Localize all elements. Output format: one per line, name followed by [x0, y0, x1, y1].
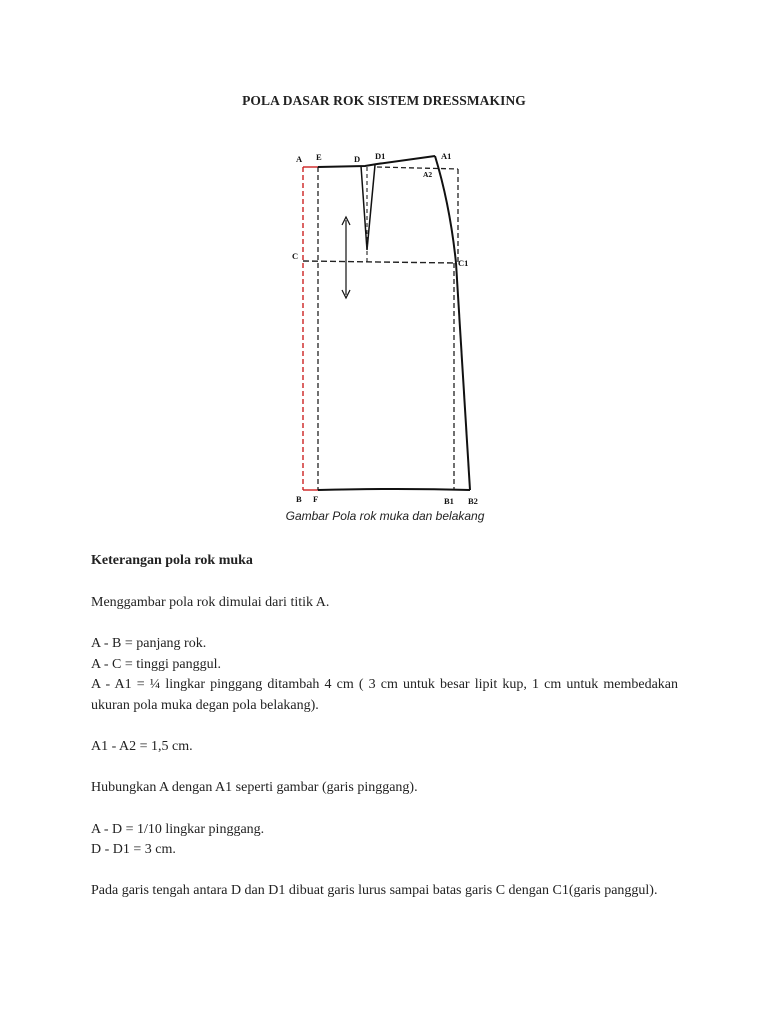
label-f: F — [313, 494, 319, 504]
paragraph: D - D1 = 3 cm. — [91, 842, 176, 858]
side-line-c1-b2 — [456, 263, 470, 490]
paragraph: Pada garis tengah antara D dan D1 dibuat garis lurus sampai batas garis C dengan C1(garis panggul). — [91, 883, 658, 899]
label-d: D — [354, 154, 361, 164]
label-d1: D1 — [375, 151, 386, 161]
label-e: E — [316, 152, 322, 162]
paragraph: A1 - A2 = 1,5 cm. — [91, 739, 193, 755]
hem-line — [318, 489, 470, 490]
paragraph: A - B = panjang rok. — [91, 636, 207, 652]
paragraph: Menggambar pola rok dimulai dari titik A. — [91, 595, 330, 610]
line-a2-level — [377, 167, 458, 169]
label-c1: C1 — [458, 258, 469, 268]
paragraph: A - D = 1/10 lingkar pinggang. — [91, 821, 265, 837]
label-a: A — [296, 154, 303, 164]
body-text — [91, 593, 678, 902]
side-curve-a1-c1 — [435, 156, 456, 263]
hip-line-c-c1 — [303, 261, 456, 263]
section-title: Keterangan pola rok muka — [91, 553, 253, 568]
paragraph: A - A1 = ¼ lingkar pinggang ditambah 4 cm ( 3 cm untuk besar lipit kup, 1 cm untuk membedakan ukuran pola muka degan pola belakang). — [91, 677, 678, 713]
paragraph: Hubungkan A dengan A1 seperti gambar (garis pinggang). — [91, 780, 418, 796]
label-b: B — [296, 494, 302, 504]
paragraph: A - C = tinggi panggul. — [91, 656, 222, 672]
label-b2: B2 — [468, 496, 478, 506]
skirt-pattern-diagram — [270, 145, 500, 510]
label-c: C — [292, 251, 299, 261]
figure-caption: Gambar Pola rok muka dan belakang — [285, 509, 485, 523]
skirt-pattern-figure — [270, 145, 500, 530]
label-b1: B1 — [444, 496, 454, 506]
page-title: POLA DASAR ROK SISTEM DRESSMAKING — [242, 93, 526, 108]
label-a1: A1 — [441, 151, 452, 161]
label-a2: A2 — [423, 170, 433, 179]
dart — [361, 165, 375, 250]
